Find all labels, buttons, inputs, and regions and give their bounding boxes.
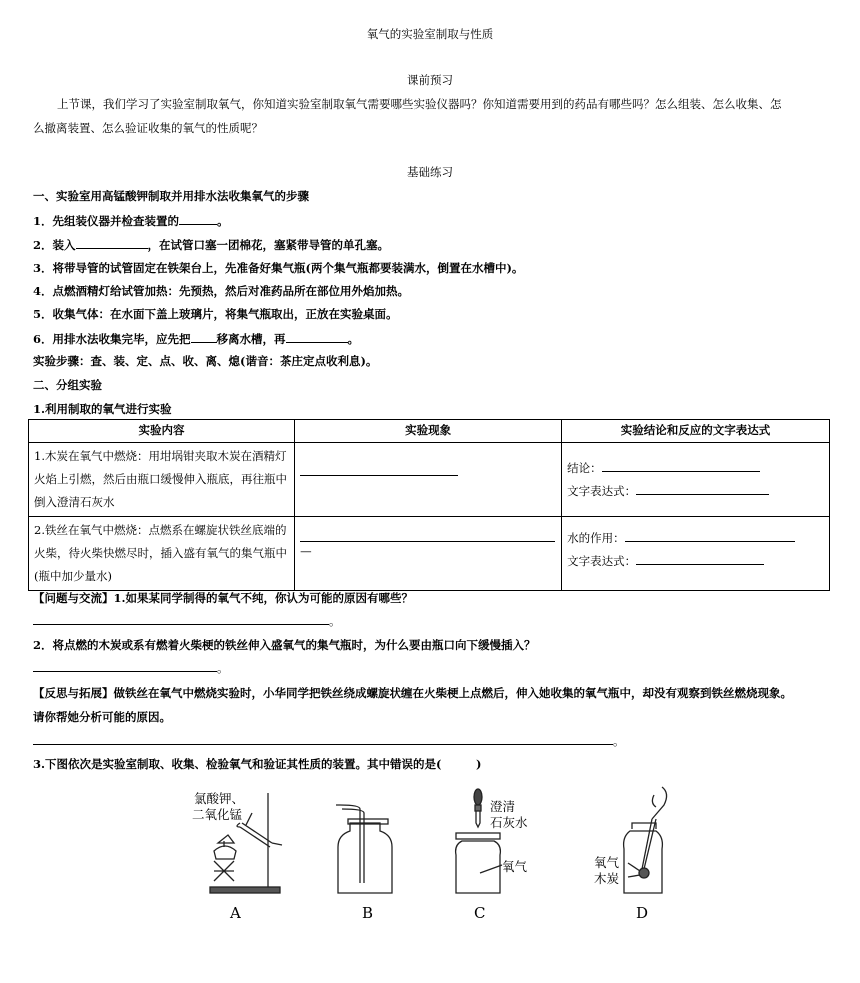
table-header-row — [29, 420, 830, 443]
row1-phenomenon — [295, 443, 562, 517]
preview-heading: 课前预习 — [407, 73, 453, 87]
preview-paragraph-line2: 么撤离装置、怎么验证收集的氧气的性质呢？ — [33, 121, 263, 135]
figure-a-text1: 氯酸钾、 — [194, 791, 245, 806]
step2-text: 2．装入 — [33, 238, 76, 252]
reflect-line1: 【反思与拓展】做铁丝在氧气中燃烧实验时，小华同学把铁丝绕成螺旋状缠在火柴梗上点燃后，伸入她收集的氧气瓶中，却没有观察到铁丝燃烧现象。 — [33, 686, 792, 700]
reflect-answer-blank — [33, 732, 613, 745]
step1-end: 。 — [217, 214, 229, 228]
question1: 【问题与交流】1.如果某同学制得的氧气不纯，你认为可能的原因有哪些？ — [33, 591, 414, 605]
row1-conclusion-label: 结论： — [567, 461, 602, 475]
figure-c — [450, 783, 540, 923]
step6-blank2 — [286, 330, 348, 343]
row1-conclusion-blank — [602, 459, 760, 472]
step1 — [33, 212, 229, 229]
row2-dash: — — [300, 544, 312, 558]
figure-c-text1: 澄清 — [490, 799, 516, 814]
question1-answer — [33, 612, 341, 629]
section2-heading: 二、分组实验 — [33, 378, 102, 392]
step2-blank — [76, 236, 148, 249]
figure-c-dropper-icon — [450, 783, 540, 903]
sub1-heading: 1.利用制取的氧气进行实验 — [33, 402, 172, 416]
reflect-line2: 请你帮她分析可能的原因。 — [33, 710, 171, 724]
figure-d — [592, 783, 692, 923]
step1-blank — [179, 212, 217, 225]
question2-answer — [33, 659, 229, 676]
step4: 4．点燃酒精灯给试管加热：先预热，然后对准药品所在部位用外焰加热。 — [33, 284, 409, 298]
row1-content: 1.木炭在氧气中燃烧：用坩埚钳夹取木炭在酒精灯火焰上引燃，然后由瓶口缓慢伸入瓶底，再往瓶中倒入澄清石灰水 — [29, 443, 295, 517]
row2-water-blank — [625, 529, 795, 542]
header-content: 实验内容 — [29, 420, 295, 443]
step6-blank1 — [191, 330, 217, 343]
basic-heading: 基础练习 — [407, 165, 453, 179]
step6-end: 。 — [347, 332, 360, 346]
question2-answer-blank — [33, 659, 217, 672]
question2: 2．将点燃的木炭或系有燃着火柴梗的铁丝伸入盛氧气的集气瓶时，为什么要由瓶口向下缓慢插入？ — [33, 638, 536, 652]
row1-expr-label: 文字表达式： — [567, 484, 637, 498]
page-title: 氧气的实验室制取与性质 — [366, 27, 494, 41]
figure-c-text3: 氧气 — [502, 859, 528, 874]
figure-b — [330, 783, 400, 923]
figure-c-label: C — [474, 904, 486, 922]
step2 — [33, 236, 389, 253]
figure-a-apparatus-icon — [190, 783, 290, 903]
figure-d-tongs-icon — [592, 783, 692, 903]
row2-conclusion — [562, 517, 830, 591]
question1-answer-end: 。 — [329, 614, 341, 628]
table-row — [29, 517, 830, 591]
reflect-answer — [33, 732, 625, 749]
row2-phenomenon — [295, 517, 562, 591]
preview-paragraph-line1: 上节课，我们学习了实验室制取氧气，你知道实验室制取氧气需要哪些实验仪器吗？你知道需要用到的药品有哪些吗？怎么组装、怎么收集、怎 — [57, 97, 782, 111]
figure-a-text2: 二氧化锰 — [192, 807, 243, 822]
row2-expr-blank — [636, 552, 764, 565]
mnemonic: 实验步骤：查、装、定、点、收、离、熄(谐音：茶庄定点收利息)。 — [33, 354, 378, 368]
step6 — [33, 330, 359, 347]
step6-text: 6．用排水法收集完毕，应先把 — [33, 332, 191, 346]
step3: 3．将带导管的试管固定在铁架台上，先准备好集气瓶(两个集气瓶都要装满水，倒置在水槽中)。 — [33, 261, 524, 275]
row1-phenomenon-blank — [300, 475, 458, 476]
row1-expr-blank — [636, 482, 769, 495]
header-conclusion: 实验结论和反应的文字表达式 — [562, 420, 830, 443]
reflect-answer-end: 。 — [613, 734, 625, 748]
header-phenomenon: 实验现象 — [295, 420, 562, 443]
row2-expr-label: 文字表达式： — [567, 554, 637, 568]
figure-b-label: B — [362, 904, 374, 922]
row2-water-label: 水的作用： — [567, 531, 625, 545]
question3: 3.下图依次是实验室制取、收集、检验氧气和验证其性质的装置。其中错误的是( ) — [33, 757, 482, 771]
table-row — [29, 443, 830, 517]
figure-a-label: A — [230, 904, 241, 922]
question2-answer-end: 。 — [217, 661, 229, 675]
section1-heading: 一、实验室用高锰酸钾制取并用排水法收集氧气的步骤 — [33, 189, 309, 203]
figure-d-text2: 木炭 — [594, 871, 620, 886]
figure-a — [190, 783, 290, 923]
step1-text: 1．先组装仪器并检查装置的 — [33, 214, 180, 228]
figure-b-bottle-icon — [330, 783, 400, 903]
figure-c-text2: 石灰水 — [490, 815, 528, 830]
row1-conclusion — [562, 443, 830, 517]
question1-answer-blank — [33, 612, 329, 625]
figure-d-label: D — [636, 904, 649, 922]
step2-rest: ，在试管口塞一团棉花，塞紧带导管的单孔塞。 — [147, 238, 390, 252]
experiment-table — [28, 419, 830, 591]
step5: 5．收集气体：在水面下盖上玻璃片，将集气瓶取出，正放在实验桌面。 — [33, 307, 398, 321]
step6-middle: 移离水槽，再 — [216, 332, 286, 346]
figure-d-text1: 氧气 — [594, 855, 620, 870]
row2-content: 2.铁丝在氧气中燃烧：点燃系在螺旋状铁丝底端的火柴，待火柴快燃尽时，插入盛有氧气的集气瓶中(瓶中加少量水) — [29, 517, 295, 591]
